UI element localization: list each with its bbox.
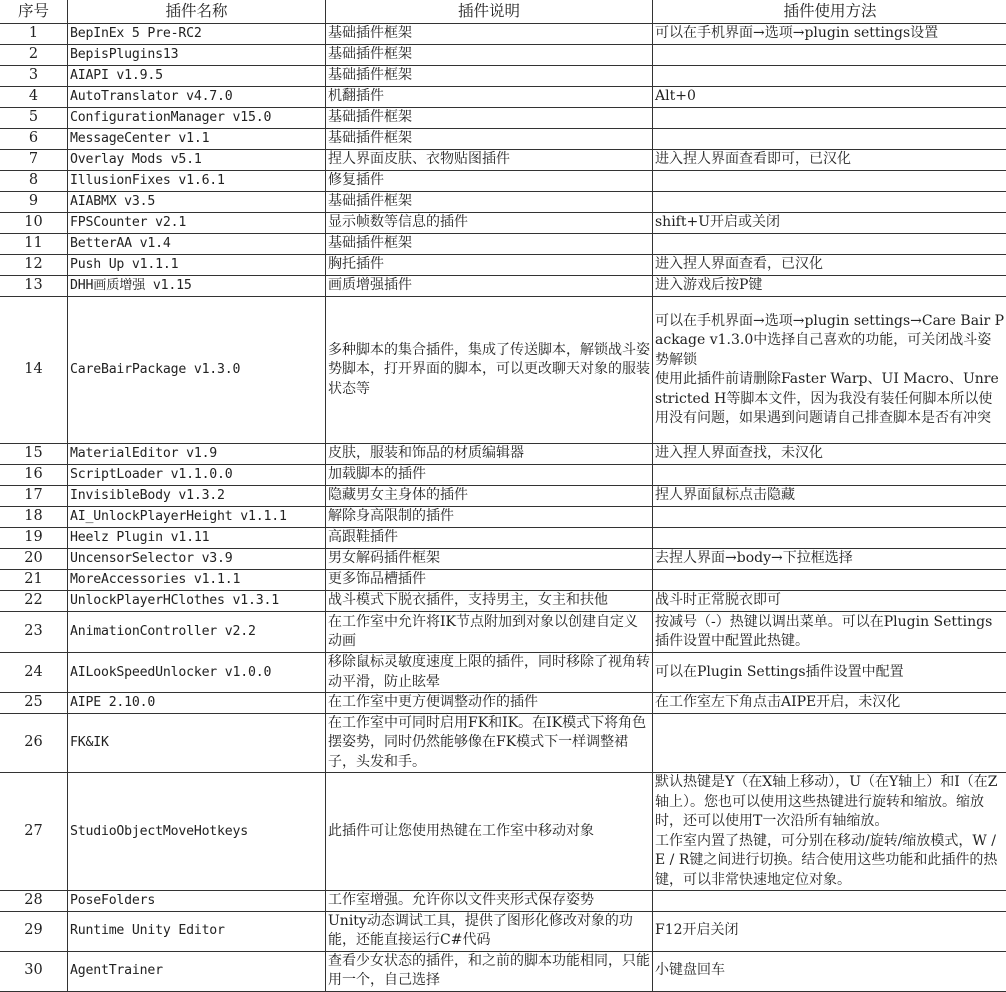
plugin-name-cell: ConfigurationManager v15.0 [68, 108, 326, 129]
plugin-usage-cell: 小键盘回车 [653, 951, 1006, 991]
table-row [0, 486, 1006, 507]
table-row [0, 591, 1006, 612]
plugin-description-cell: Unity动态调试工具，提供了图形化修改对象的功能，还能直接运行C#代码 [326, 911, 653, 951]
plugin-description-cell: 基础插件框架 [326, 24, 653, 45]
plugin-name-cell: UncensorSelector v3.9 [68, 549, 326, 570]
plugin-description-cell: 多种脚本的集合插件，集成了传送脚本，解锁战斗姿势脚本，打开界面的脚本，可以更改聊天对象的服装状态等 [326, 297, 653, 444]
plugin-usage-cell [653, 891, 1006, 912]
plugin-name-cell: MoreAccessories v1.1.1 [68, 570, 326, 591]
plugin-name-cell: UnlockPlayerHClothes v1.3.1 [68, 591, 326, 612]
table-row [0, 612, 1006, 653]
row-index-cell: 4 [0, 87, 68, 108]
table-row [0, 528, 1006, 549]
plugin-usage-cell: 在工作室左下角点击AIPE开启，未汉化 [653, 693, 1006, 714]
table-row [0, 911, 1006, 951]
plugin-usage-cell: 可以在手机界面→选项→plugin settings设置 [653, 24, 1006, 45]
plugin-description-cell: 移除鼠标灵敏度速度上限的插件，同时移除了视角转动平滑，防止眩晕 [326, 653, 653, 693]
row-index-cell: 10 [0, 213, 68, 234]
table-row [0, 108, 1006, 129]
plugin-name-cell: FPSCounter v2.1 [68, 213, 326, 234]
table-row [0, 129, 1006, 150]
header-plugin-description: 插件说明 [326, 0, 653, 24]
table-row [0, 255, 1006, 276]
plugin-usage-cell: 按减号（-）热键以调出菜单。可以在Plugin Settings插件设置中配置此热键。 [653, 612, 1006, 653]
plugin-usage-cell [653, 192, 1006, 213]
table-row [0, 213, 1006, 234]
plugin-description-cell: 战斗模式下脱衣插件，支持男主，女主和扶他 [326, 591, 653, 612]
plugin-description-cell: 画质增强插件 [326, 276, 653, 297]
plugin-name-cell: BepInEx 5 Pre-RC2 [68, 24, 326, 45]
table-row [0, 297, 1006, 444]
plugin-usage-cell [653, 171, 1006, 192]
plugin-description-cell: 隐藏男女主身体的插件 [326, 486, 653, 507]
table-row [0, 45, 1006, 66]
plugin-description-cell: 基础插件框架 [326, 234, 653, 255]
plugin-name-cell: AIAPI v1.9.5 [68, 66, 326, 87]
plugin-usage-cell [653, 465, 1006, 486]
header-row [0, 0, 1006, 24]
row-index-cell: 27 [0, 773, 68, 891]
plugin-name-cell: IllusionFixes v1.6.1 [68, 171, 326, 192]
plugin-name-cell: AIABMX v3.5 [68, 192, 326, 213]
plugin-description-cell: 捏人界面皮肤、衣物贴图插件 [326, 150, 653, 171]
header-plugin-usage: 插件使用方法 [653, 0, 1006, 24]
row-index-cell: 14 [0, 297, 68, 444]
table-row [0, 549, 1006, 570]
plugin-description-cell: 此插件可让您使用热键在工作室中移动对象 [326, 773, 653, 891]
plugin-usage-cell [653, 507, 1006, 528]
row-index-cell: 7 [0, 150, 68, 171]
plugin-name-cell: Runtime Unity Editor [68, 911, 326, 951]
row-index-cell: 9 [0, 192, 68, 213]
table-row [0, 951, 1006, 991]
plugin-name-cell: BetterAA v1.4 [68, 234, 326, 255]
plugin-name-cell: Heelz Plugin v1.11 [68, 528, 326, 549]
plugin-usage-cell: 捏人界面鼠标点击隐藏 [653, 486, 1006, 507]
row-index-cell: 23 [0, 612, 68, 653]
plugin-description-cell: 显示帧数等信息的插件 [326, 213, 653, 234]
table-row [0, 891, 1006, 912]
plugin-usage-cell [653, 570, 1006, 591]
plugin-name-cell: AI_UnlockPlayerHeight v1.1.1 [68, 507, 326, 528]
plugin-description-cell: 更多饰品槽插件 [326, 570, 653, 591]
plugin-name-cell: MessageCenter v1.1 [68, 129, 326, 150]
row-index-cell: 26 [0, 713, 68, 773]
table-row [0, 87, 1006, 108]
plugin-description-cell: 基础插件框架 [326, 66, 653, 87]
plugin-name-cell: CareBairPackage v1.3.0 [68, 297, 326, 444]
table-row [0, 773, 1006, 891]
plugin-usage-cell: 进入捏人界面查看，已汉化 [653, 255, 1006, 276]
plugin-description-cell: 胸托插件 [326, 255, 653, 276]
plugin-usage-cell: 进入捏人界面查找，未汉化 [653, 444, 1006, 465]
cell-line: 默认热键是Y（在X轴上移动），U（在Y轴上）和I（在Z轴上）。您也可以使用这些热键进行旋转和缩放。缩放时，还可以使用T一次沿所有轴缩放。 [655, 773, 1005, 832]
plugin-name-cell: DHH画质增强 v1.15 [68, 276, 326, 297]
plugin-name-cell: Push Up v1.1.1 [68, 255, 326, 276]
plugin-name-cell: PoseFolders [68, 891, 326, 912]
plugin-usage-cell: F12开启关闭 [653, 911, 1006, 951]
row-index-cell: 11 [0, 234, 68, 255]
table-row [0, 570, 1006, 591]
plugin-description-cell: 基础插件框架 [326, 108, 653, 129]
row-index-cell: 22 [0, 591, 68, 612]
plugin-description-cell: 在工作室中允许将IK节点附加到对象以创建自定义动画 [326, 612, 653, 653]
row-index-cell: 16 [0, 465, 68, 486]
table-row [0, 276, 1006, 297]
header-plugin-name: 插件名称 [68, 0, 326, 24]
row-index-cell: 19 [0, 528, 68, 549]
table-row [0, 444, 1006, 465]
plugin-usage-cell [653, 108, 1006, 129]
row-index-cell: 12 [0, 255, 68, 276]
plugin-usage-cell: 进入捏人界面查看即可，已汉化 [653, 150, 1006, 171]
plugin-description-cell: 高跟鞋插件 [326, 528, 653, 549]
row-index-cell: 21 [0, 570, 68, 591]
plugin-description-cell: 男女解码插件框架 [326, 549, 653, 570]
plugin-name-cell: AgentTrainer [68, 951, 326, 991]
plugin-usage-cell [653, 234, 1006, 255]
row-index-cell: 1 [0, 24, 68, 45]
plugin-name-cell: MaterialEditor v1.9 [68, 444, 326, 465]
row-index-cell: 15 [0, 444, 68, 465]
plugin-description-cell: 解除身高限制的插件 [326, 507, 653, 528]
plugin-usage-cell [653, 66, 1006, 87]
cell-line: 可以在手机界面→选项→plugin settings→Care Bair Package v1.3.0中选择自己喜欢的功能，可关闭战斗姿势解锁 [655, 312, 1005, 371]
plugin-usage-cell [653, 129, 1006, 150]
row-index-cell: 24 [0, 653, 68, 693]
row-index-cell: 8 [0, 171, 68, 192]
table-row [0, 507, 1006, 528]
row-index-cell: 17 [0, 486, 68, 507]
table-row [0, 24, 1006, 45]
row-index-cell: 13 [0, 276, 68, 297]
table-row [0, 192, 1006, 213]
plugin-usage-cell: 可以在Plugin Settings插件设置中配置 [653, 653, 1006, 693]
plugin-description-cell: 基础插件框架 [326, 45, 653, 66]
row-index-cell: 25 [0, 693, 68, 714]
table-row [0, 171, 1006, 192]
plugin-description-cell: 皮肤，服装和饰品的材质编辑器 [326, 444, 653, 465]
row-index-cell: 5 [0, 108, 68, 129]
table-row [0, 653, 1006, 693]
plugin-name-cell: InvisibleBody v1.3.2 [68, 486, 326, 507]
plugin-usage-cell: 战斗时正常脱衣即可 [653, 591, 1006, 612]
row-index-cell: 6 [0, 129, 68, 150]
plugin-usage-cell: Alt+0 [653, 87, 1006, 108]
plugin-description-cell: 查看少女状态的插件，和之前的脚本功能相同，只能用一个，自己选择 [326, 951, 653, 991]
table-row [0, 66, 1006, 87]
header-index: 序号 [0, 0, 68, 24]
table-row [0, 234, 1006, 255]
table-row [0, 693, 1006, 714]
row-index-cell: 29 [0, 911, 68, 951]
table-row [0, 713, 1006, 773]
row-index-cell: 28 [0, 891, 68, 912]
plugin-description-cell: 机翻插件 [326, 87, 653, 108]
row-index-cell: 2 [0, 45, 68, 66]
plugin-name-cell: ScriptLoader v1.1.0.0 [68, 465, 326, 486]
plugin-name-cell: StudioObjectMoveHotkeys [68, 773, 326, 891]
table-body [0, 24, 1006, 992]
plugin-name-cell: Overlay Mods v5.1 [68, 150, 326, 171]
plugin-name-cell: FK&IK [68, 713, 326, 773]
plugin-description-cell: 在工作室中更方便调整动作的插件 [326, 693, 653, 714]
plugin-usage-cell: shift+U开启或关闭 [653, 213, 1006, 234]
plugin-description-cell: 工作室增强。允许你以文件夹形式保存姿势 [326, 891, 653, 912]
plugin-usage-cell: 去捏人界面→body→下拉框选择 [653, 549, 1006, 570]
plugin-name-cell: AnimationController v2.2 [68, 612, 326, 653]
plugin-name-cell: BepisPlugins13 [68, 45, 326, 66]
table-row [0, 465, 1006, 486]
plugin-description-cell: 基础插件框架 [326, 192, 653, 213]
plugin-usage-cell [653, 45, 1006, 66]
plugin-description-cell: 修复插件 [326, 171, 653, 192]
plugin-usage-cell [653, 713, 1006, 773]
plugin-usage-cell [653, 297, 1006, 444]
row-index-cell: 30 [0, 951, 68, 991]
plugin-name-cell: AutoTranslator v4.7.0 [68, 87, 326, 108]
plugin-usage-cell [653, 773, 1006, 891]
plugin-description-cell: 在工作室中可同时启用FK和IK。在IK模式下将角色摆姿势，同时仍然能够像在FK模式下一样调整裙子，头发和手。 [326, 713, 653, 773]
plugin-usage-cell [653, 528, 1006, 549]
cell-line: 工作室内置了热键，可分别在移动/旋转/缩放模式，W / E / R键之间进行切换。结合使用这些功能和此插件的热键，可以非常快速地定位对象。 [655, 832, 1005, 891]
plugin-description-cell: 基础插件框架 [326, 129, 653, 150]
row-index-cell: 18 [0, 507, 68, 528]
row-index-cell: 20 [0, 549, 68, 570]
plugin-usage-cell: 进入游戏后按P键 [653, 276, 1006, 297]
plugin-name-cell: AILookSpeedUnlocker v1.0.0 [68, 653, 326, 693]
row-index-cell: 3 [0, 66, 68, 87]
plugin-name-cell: AIPE 2.10.0 [68, 693, 326, 714]
cell-line: 使用此插件前请删除Faster Warp、UI Macro、Unrestricted H等脚本文件，因为我没有装任何脚本所以使用没有问题，如果遇到问题请自己排查脚本是否有冲突 [655, 370, 1005, 429]
plugin-description-cell: 加载脚本的插件 [326, 465, 653, 486]
table-row [0, 150, 1006, 171]
